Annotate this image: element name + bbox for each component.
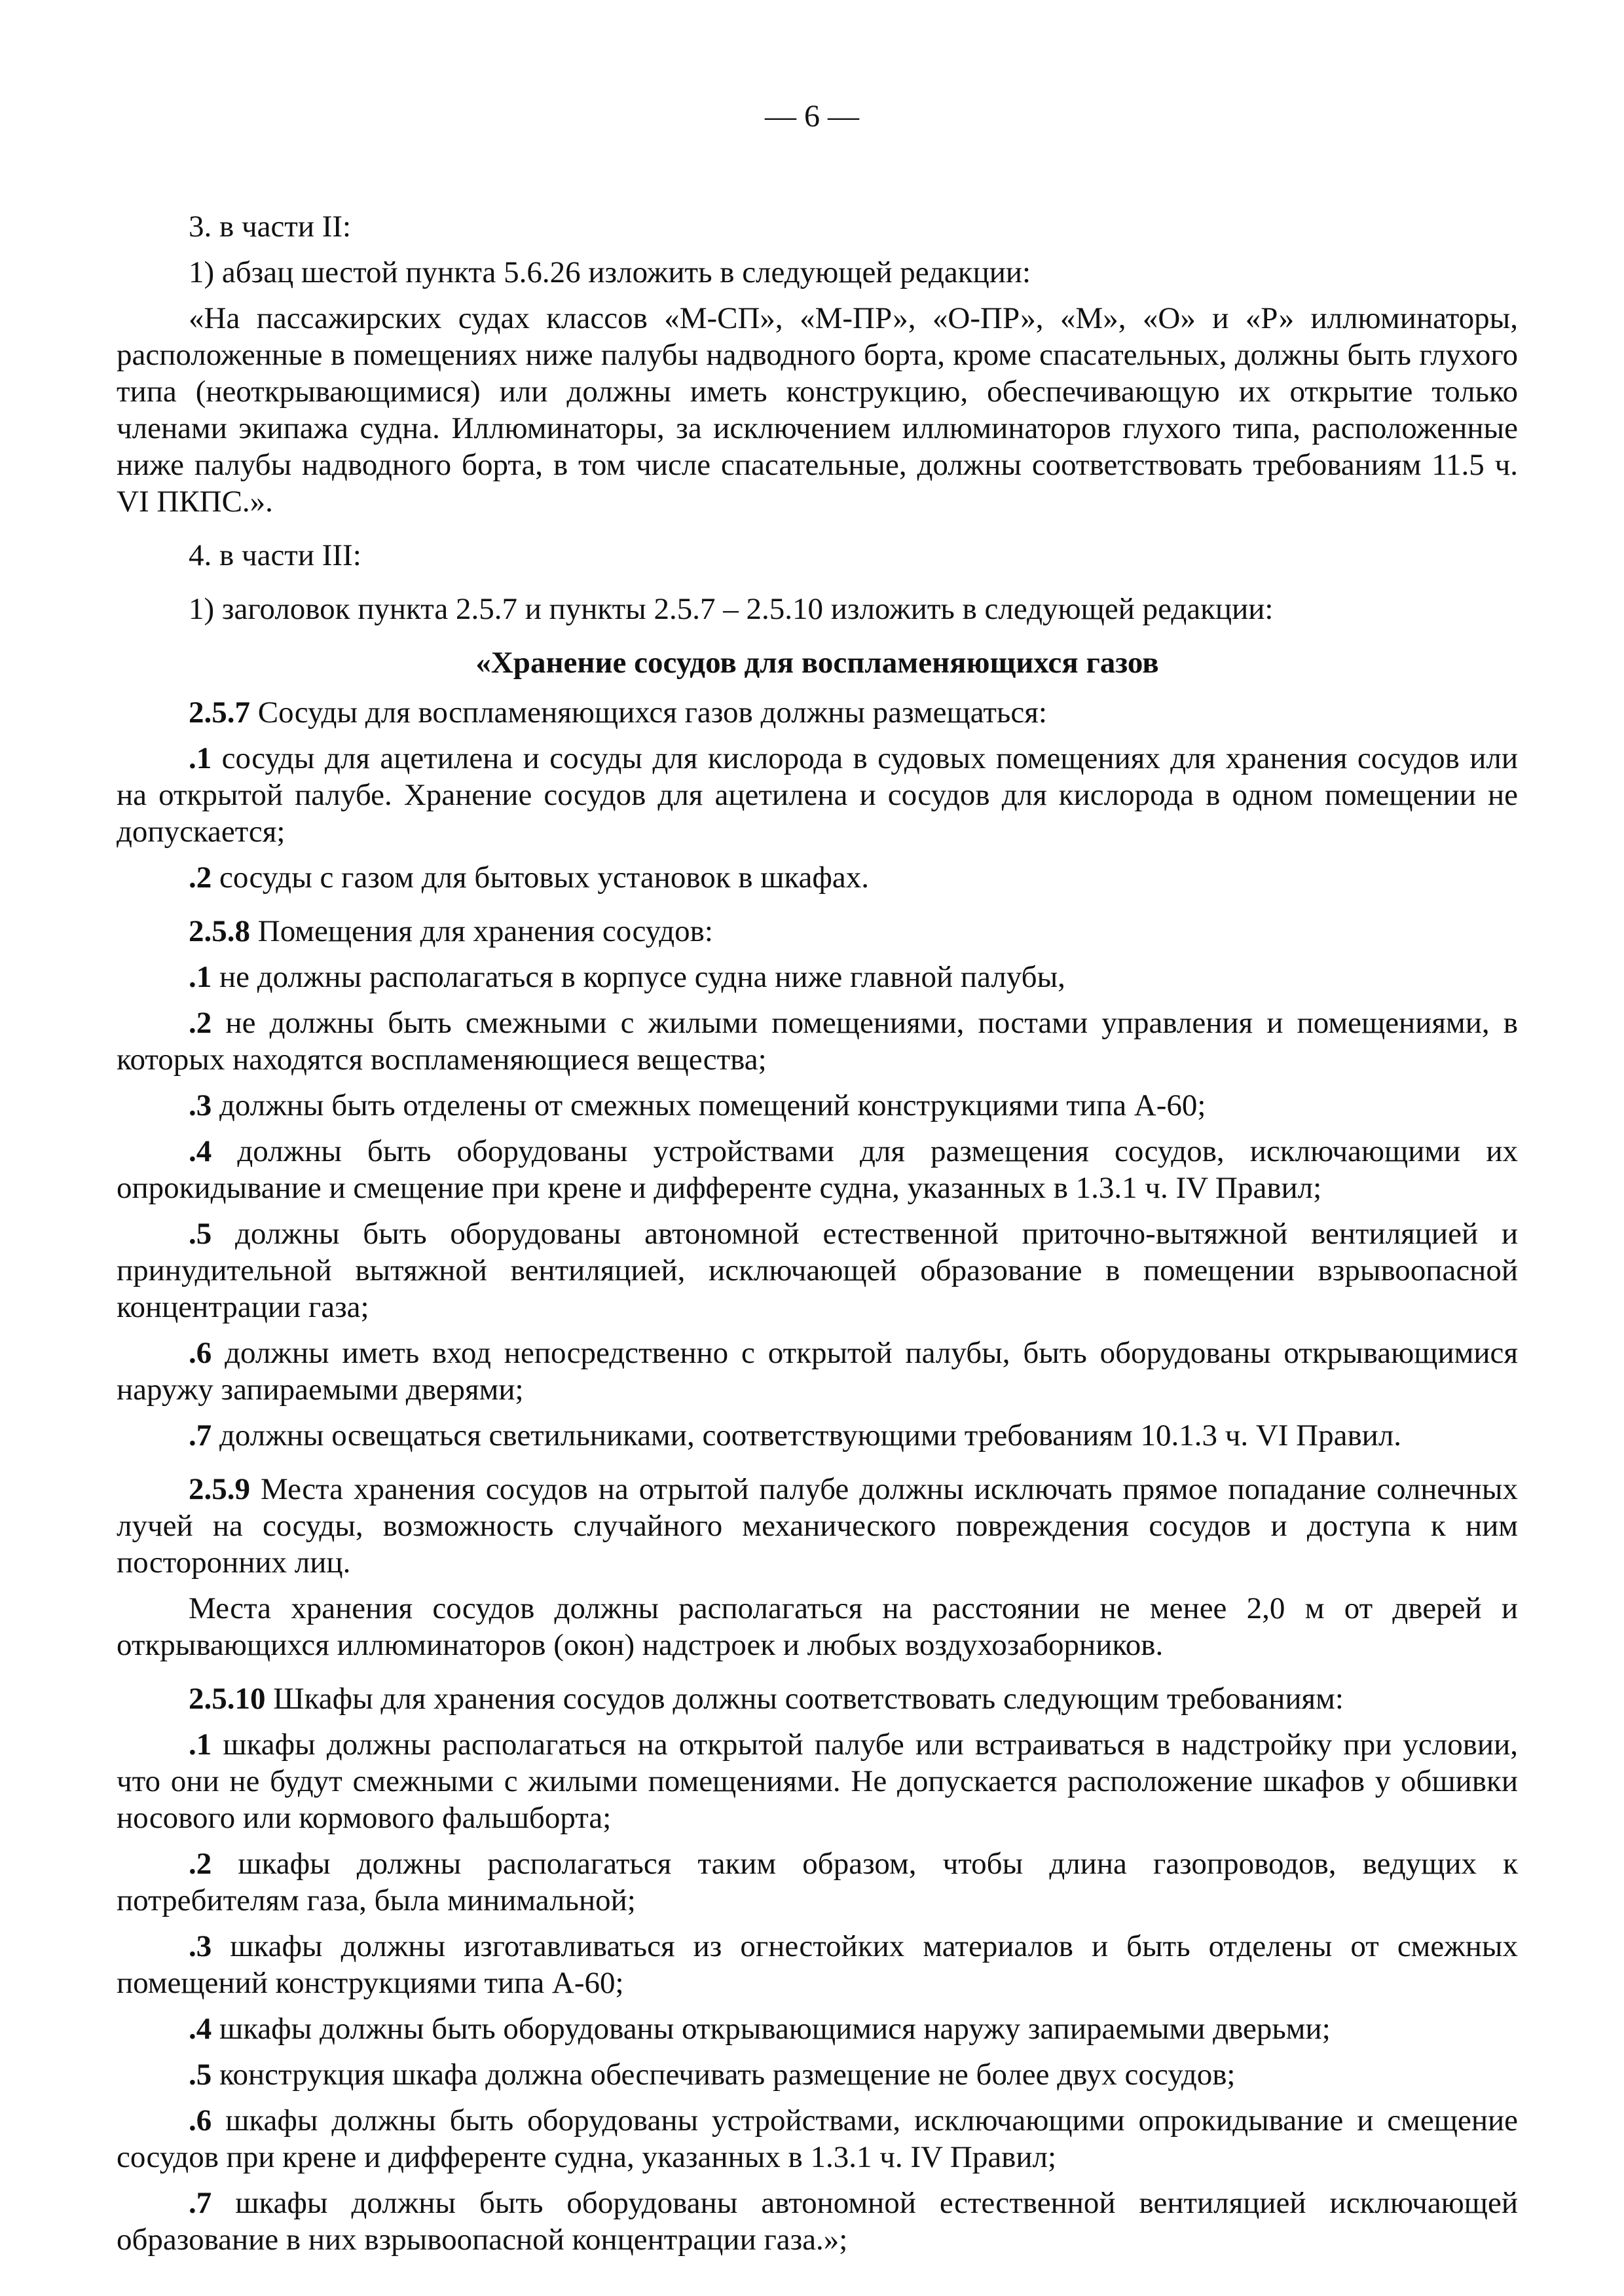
clause-paragraph: [117, 859, 1518, 896]
paragraph-text: Помещения для хранения сосудов:: [250, 914, 713, 948]
paragraph-text: шкафы должны располагаться таким образом, чтобы длина газопроводов, ведущих к потребителям газа, была минимальной;: [117, 1847, 1518, 1917]
clause-paragraph: [117, 1928, 1518, 2001]
document-body: [117, 208, 1518, 2258]
clause-paragraph: [117, 1335, 1518, 1408]
clause-number: .1: [189, 960, 212, 994]
page-number: — 6 —: [765, 99, 859, 134]
paragraph-text: Шкафы для хранения сосудов должны соответствовать следующим требованиям:: [265, 1682, 1344, 1716]
clause-paragraph: [117, 2056, 1518, 2093]
clause-paragraph: [117, 2010, 1518, 2047]
clause-paragraph: [117, 2185, 1518, 2258]
paragraph-text: должны быть отделены от смежных помещений конструкциями типа А-60;: [212, 1088, 1206, 1122]
clause-paragraph: [117, 2102, 1518, 2176]
clause-number: .7: [189, 2186, 212, 2220]
clause-number: 2.5.10: [189, 1682, 266, 1716]
clause-number: .4: [189, 2012, 212, 2046]
paragraph-text: сосуды с газом для бытовых установок в шкафах.: [212, 861, 869, 895]
paragraph: [117, 300, 1518, 520]
clause-paragraph: [117, 1087, 1518, 1124]
clause-paragraph: [117, 1417, 1518, 1454]
paragraph-text: шкафы должны изготавливаться из огнестойких материалов и быть отделены от смежных помещений конструкциями типа А-60;: [117, 1929, 1518, 2000]
paragraph-text: сосуды для ацетилена и сосуды для кислорода в судовых помещениях для хранения сосудов или на открытой палубе. Хранение сосудов для ацетилена и сосудов для кислорода в одном помещении не допускается;: [117, 741, 1518, 849]
paragraph-text: не должны быть смежными с жилыми помещениями, постами управления и помещениями, в которых находятся воспламеняющиеся вещества;: [117, 1006, 1518, 1077]
paragraph-text: Сосуды для воспламеняющихся газов должны размещаться:: [250, 695, 1047, 730]
clause-number: .4: [189, 1134, 212, 1168]
clause-paragraph: [117, 1845, 1518, 1919]
clause-number: .1: [189, 741, 212, 775]
clause-paragraph: [117, 959, 1518, 995]
clause-number: .3: [189, 1929, 212, 1963]
clause-paragraph: [117, 913, 1518, 950]
paragraph-text: шкафы должны быть оборудованы автономной естественной вентиляцией исключающей образование в них взрывоопасной концентрации газа.»;: [117, 2186, 1518, 2257]
clause-paragraph: [117, 694, 1518, 731]
clause-number: .3: [189, 1088, 212, 1122]
paragraph: [117, 208, 1518, 245]
clause-number: .7: [189, 1418, 212, 1453]
paragraph-text: шкафы должны быть оборудованы открывающимися наружу запираемыми дверьми;: [212, 2012, 1331, 2046]
paragraph-text: Места хранения сосудов на отрытой палубе должны исключать прямое попадание солнечных лучей на сосуды, возможность случайного механического повреждения сосудов и доступа к ним посторонних лиц.: [117, 1472, 1518, 1580]
clause-paragraph: [117, 1680, 1518, 1717]
clause-number: .5: [189, 1217, 212, 1251]
paragraph: [117, 1590, 1518, 1663]
paragraph-text: конструкция шкафа должна обеспечивать размещение не более двух сосудов;: [212, 2058, 1236, 2092]
paragraph-text: шкафы должны располагаться на открытой палубе или встраиваться в надстройку при условии, что они не будут смежными с жилыми помещениями. Не допускается расположение шкафов у обшивки носового или кормового фальшборта;: [117, 1728, 1518, 1835]
clause-number: .2: [189, 1847, 212, 1881]
clause-number: .1: [189, 1728, 212, 1762]
clause-paragraph: [117, 1133, 1518, 1206]
clause-number: .2: [189, 1006, 212, 1040]
paragraph: [117, 537, 1518, 574]
paragraph-text: 1) заголовок пункта 2.5.7 и пункты 2.5.7 – 2.5.10 изложить в следующей редакции:: [189, 592, 1274, 626]
paragraph-text: должны иметь вход непосредственно с открытой палубы, быть оборудованы открывающимися наружу запираемыми дверями;: [117, 1336, 1518, 1407]
clause-number: .5: [189, 2058, 212, 2092]
paragraph-text: должны быть оборудованы автономной естественной приточно-вытяжной вентиляцией и принудительной вытяжной вентиляцией, исключающей образование в помещении взрывоопасной концентрации газа;: [117, 1217, 1518, 1324]
clause-paragraph: [117, 1726, 1518, 1836]
clause-paragraph: [117, 740, 1518, 850]
paragraph-text: должны быть оборудованы устройствами для размещения сосудов, исключающими их опрокидывание и смещение при крене и дифференте судна, указанных в 1.3.1 ч. IV Правил;: [117, 1134, 1518, 1205]
paragraph-text: «На пассажирских судах классов «М-СП», «М-ПР», «О-ПР», «М», «О» и «Р» иллюминаторы, расположенные в помещениях ниже палубы надводного борта, кроме спасательных, должны быть глухого типа (неоткрывающимися) или должны иметь конструкцию, обеспечивающую их открытие только членами экипажа судна. Иллюминаторы, за исключением иллюминаторов глухого типа, расположенные ниже палубы надводного борта, в том числе спасательные, должны соответствовать требованиям 11.5 ч. VI ПКПС.».: [117, 301, 1518, 519]
clause-paragraph: [117, 1471, 1518, 1581]
paragraph-text: не должны располагаться в корпусе судна ниже главной палубы,: [212, 960, 1065, 994]
clause-number: .6: [189, 1336, 212, 1370]
paragraph: [117, 591, 1518, 627]
clause-paragraph: [117, 1005, 1518, 1078]
paragraph-text: 1) абзац шестой пункта 5.6.26 изложить в следующей редакции:: [189, 255, 1031, 289]
paragraph-text: 3. в части II:: [189, 210, 352, 244]
clause-number: 2.5.8: [189, 914, 250, 948]
paragraph-text: должны освещаться светильниками, соответствующими требованиям 10.1.3 ч. VI Правил.: [212, 1418, 1402, 1453]
paragraph-text: шкафы должны быть оборудованы устройствами, исключающими опрокидывание и смещение сосудов при крене и дифференте судна, указанных в 1.3.1 ч. IV Правил;: [117, 2103, 1518, 2174]
paragraph-text: Места хранения сосудов должны располагаться на расстоянии не менее 2,0 м от дверей и открывающихся иллюминаторов (окон) надстроек и любых воздухозаборников.: [117, 1591, 1518, 1662]
clause-number: .6: [189, 2103, 212, 2138]
clause-number: 2.5.7: [189, 695, 250, 730]
paragraph-text: 4. в части III:: [189, 538, 361, 572]
clause-number: .2: [189, 861, 212, 895]
section-heading: «Хранение сосудов для воспламеняющихся газов: [475, 646, 1159, 680]
paragraph: [117, 254, 1518, 291]
clause-paragraph: [117, 1215, 1518, 1325]
clause-number: 2.5.9: [189, 1472, 250, 1506]
